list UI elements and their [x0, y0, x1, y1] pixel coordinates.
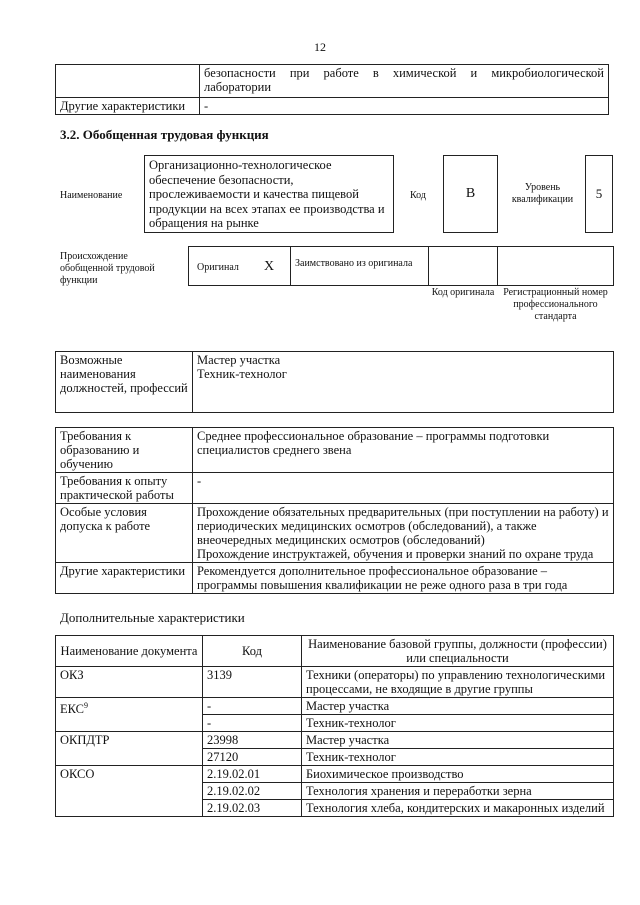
table-row: [56, 428, 614, 473]
original-label: Оригинал: [197, 262, 239, 273]
req-value: [193, 504, 614, 563]
table-row: [56, 563, 614, 594]
req-value-line: Прохождение обязательных предварительных (при поступлении на работу) и периодических медицинских осмотров (обследований), а также внеочередных медицинских осмотров (обследований): [197, 505, 609, 547]
original-mark: X: [264, 259, 275, 274]
table-row: [56, 732, 614, 749]
level-value-box: 5: [585, 155, 613, 233]
doc-cell: [56, 667, 203, 698]
top-row1-line1: безопасности при работе в химической и микробиологической: [204, 66, 604, 80]
doc-name: ЕКС: [60, 702, 84, 717]
doc-cell: [56, 766, 203, 817]
column-header: Код: [203, 636, 302, 667]
code-cell: -: [203, 698, 302, 715]
req-value: Рекомендуется дополнительное профессиональное образование – программы повышения квалификации не реже одного раза в три года: [193, 563, 614, 594]
code-cell: 3139: [203, 667, 302, 698]
req-value-line: Прохождение инструктажей, обучения и проверки знаний по охране труда: [197, 547, 594, 561]
req-label: Другие характеристики: [56, 563, 193, 594]
top-continuation-table: [55, 64, 609, 115]
req-value: -: [193, 473, 614, 504]
code-cell: 2.19.02.01: [203, 766, 302, 783]
name-cell: Мастер участка: [302, 732, 614, 749]
footnote-ref: 9: [84, 701, 88, 710]
table-header-row: [56, 636, 614, 667]
table-row: [56, 473, 614, 504]
requirements-table: [55, 427, 614, 594]
table-row: [56, 698, 614, 715]
top-row1-line2: лаборатории: [204, 80, 272, 94]
top-row1-value: [200, 65, 609, 98]
table-row: [56, 98, 609, 115]
function-code-box: B: [443, 155, 498, 233]
original-code-cell: [428, 246, 498, 286]
req-label: Особые условия допуска к работе: [56, 504, 193, 563]
table-row: [56, 667, 614, 698]
table-row: [56, 504, 614, 563]
table-row: [56, 766, 614, 783]
name-cell: Техник-технолог: [302, 749, 614, 766]
original-cell: [188, 246, 291, 286]
code-label: Код: [410, 190, 426, 201]
name-cell: Технология хлеба, кондитерских и макаронных изделий: [302, 800, 614, 817]
name-cell: Техник-технолог: [302, 715, 614, 732]
reg-caption: Регистрационный номер профессионального стандарта: [503, 287, 608, 322]
name-label: Наименование: [60, 190, 123, 201]
top-row1-label: [56, 65, 200, 98]
doc-name: ОКЗ: [60, 668, 84, 682]
code-cell: 2.19.02.03: [203, 800, 302, 817]
req-label: Требования к опыту практической работы: [56, 473, 193, 504]
doc-name: ОКСО: [60, 767, 95, 781]
code-cell: 23998: [203, 732, 302, 749]
name-cell: Мастер участка: [302, 698, 614, 715]
extra-characteristics-table: [55, 635, 614, 817]
doc-cell: [56, 732, 203, 766]
positions-label: Возможные наименования должностей, профессий: [56, 352, 193, 413]
table-row: [56, 352, 614, 413]
code-cell: -: [203, 715, 302, 732]
name-cell: Биохимическое производство: [302, 766, 614, 783]
page-number: 12: [314, 40, 326, 54]
code-cell: 2.19.02.02: [203, 783, 302, 800]
column-header: Наименование базовой группы, должности (профессии) или специальности: [302, 636, 614, 667]
positions-table: [55, 351, 614, 413]
doc-name: ОКПДТР: [60, 733, 110, 747]
function-name-box: Организационно-технологическое обеспечение безопасности, прослеживаемости и качества пищевой продукции на всех этапах ее производства и обращения на рынке: [144, 155, 394, 233]
top-row2-value: -: [200, 98, 609, 115]
borrowed-cell: [290, 246, 429, 286]
position-item: Мастер участка: [197, 353, 281, 367]
req-value: Среднее профессиональное образование – программы подготовки специалистов среднего звена: [193, 428, 614, 473]
reg-number-cell: [497, 246, 614, 286]
origin-label: Происхождение обобщенной трудовой функции: [60, 251, 155, 286]
level-label: Уровень квалификации: [511, 182, 574, 205]
code-caption: Код оригинала: [431, 287, 495, 298]
code-cell: 27120: [203, 749, 302, 766]
position-item: Техник-технолог: [197, 367, 287, 381]
column-header: Наименование документа: [56, 636, 203, 667]
section-title: 3.2. Обобщенная трудовая функция: [60, 127, 269, 142]
top-row2-label: Другие характеристики: [56, 98, 200, 115]
positions-values: [193, 352, 614, 413]
borrowed-label: Заимствовано из оригинала: [295, 258, 413, 269]
name-cell: Техники (операторы) по управлению технологическими процессами, не входящие в другие группы: [302, 667, 614, 698]
table-row: [56, 65, 609, 98]
req-label: Требования к образованию и обучению: [56, 428, 193, 473]
doc-cell: [56, 698, 203, 732]
extra-title: Дополнительные характеристики: [60, 610, 245, 625]
name-cell: Технология хранения и переработки зерна: [302, 783, 614, 800]
